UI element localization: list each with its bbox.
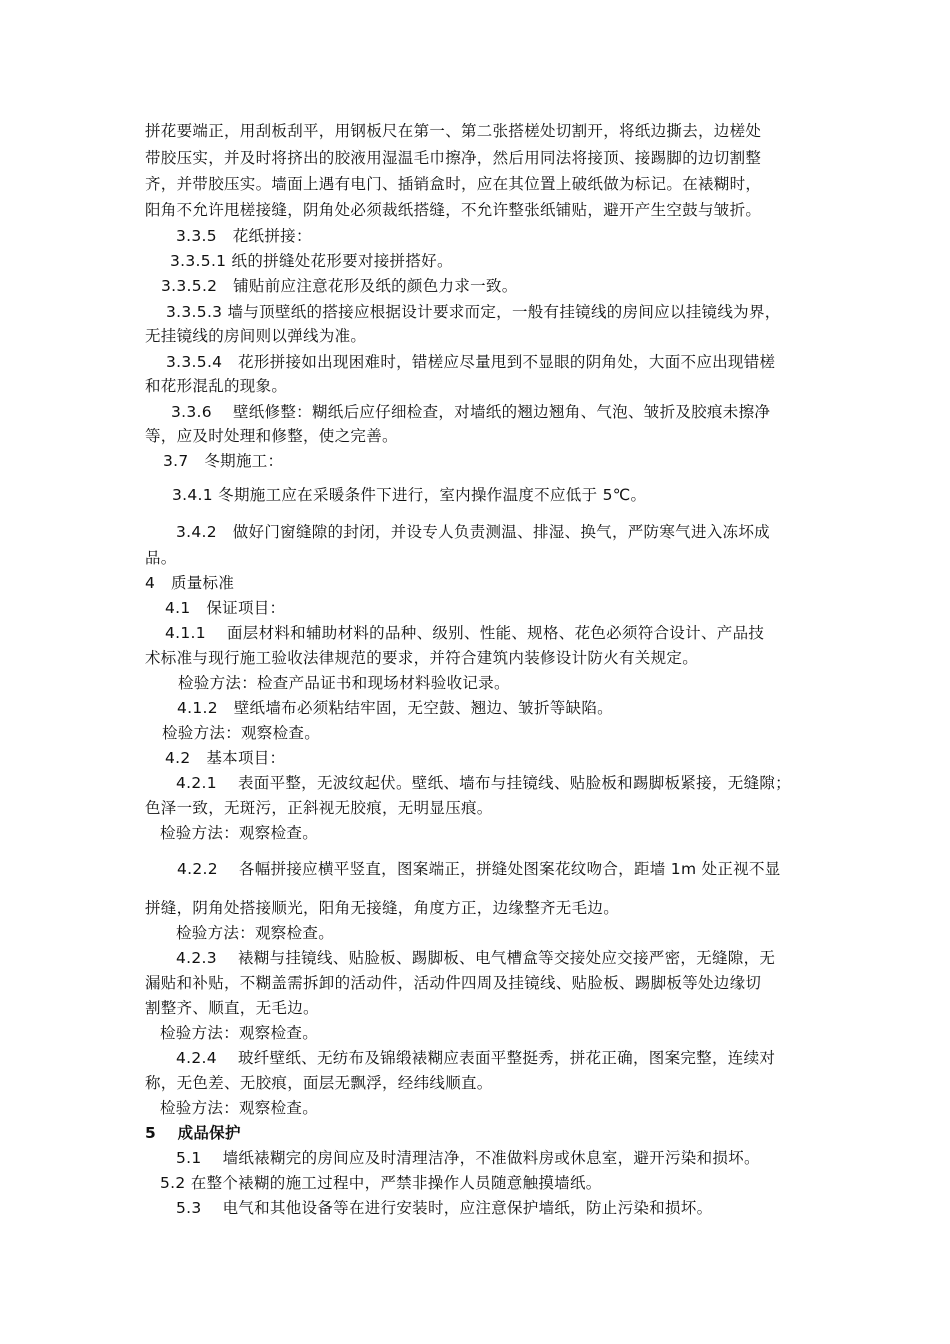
paragraph-line: 漏贴和补贴，不糊盖需拆卸的活动件，活动件四周及挂镜线、贴脸板、踢脚板等处边缘切	[145, 974, 762, 992]
paragraph-line: 品。	[145, 549, 177, 567]
paragraph-line: 术标准与现行施工验收法律规范的要求，并符合建筑内装修设计防火有关规定。	[145, 649, 699, 667]
section-heading: 3.7 冬期施工：	[163, 452, 284, 470]
paragraph-line: 4.1.2 壁纸墙布必须粘结牢固，无空鼓、翘边、皱折等缺陷。	[177, 699, 613, 717]
section-heading: 4.1 保证项目：	[165, 599, 286, 617]
section-heading: 4.2 基本项目：	[165, 749, 286, 767]
paragraph-line: 3.3.6 壁纸修整：糊纸后应仔细检查，对墙纸的翘边翘角、气泡、皱折及胶痕未擦净	[171, 403, 771, 421]
paragraph-line: 等，应及时处理和修整，使之完善。	[145, 427, 398, 445]
chapter-heading: 5 成品保护	[145, 1124, 241, 1142]
paragraph-line: 4.2.3 裱糊与挂镜线、贴脸板、踢脚板、电气槽盒等交接处应交接严密，无缝隙，无	[176, 949, 776, 967]
paragraph-line: 5.3 电气和其他设备等在进行安装时，应注意保护墙纸，防止污染和损坏。	[176, 1199, 713, 1217]
paragraph-line: 无挂镜线的房间则以弹线为准。	[145, 327, 367, 345]
paragraph-line: 拼花要端正，用刮板刮平，用钢板尺在第一、第二张搭槎处切割开，将纸边撕去，边槎处	[145, 122, 762, 140]
paragraph-line: 3.3.5.3 墙与顶壁纸的搭接应根据设计要求而定，一般有挂镜线的房间应以挂镜线为界，	[166, 303, 781, 321]
paragraph-line: 割整齐、顺直，无毛边。	[145, 999, 319, 1017]
inspection-method: 检验方法：检查产品证书和现场材料验收记录。	[178, 674, 510, 692]
paragraph-line: 拼缝，阴角处搭接顺光，阳角无接缝，角度方正，边缘整齐无毛边。	[145, 899, 620, 917]
paragraph-line: 齐，并带胶压实。墙面上遇有电门、插销盒时，应在其位置上破纸做为标记。在裱糊时，	[145, 175, 762, 193]
section-heading: 3.3.5 花纸拼接：	[176, 227, 312, 245]
chapter-heading: 4 质量标准	[145, 574, 235, 592]
paragraph-line: 5.1 墙纸裱糊完的房间应及时清理洁净，不准做料房或休息室，避开污染和损坏。	[176, 1149, 760, 1167]
inspection-method: 检验方法：观察检查。	[176, 924, 335, 942]
inspection-method: 检验方法：观察检查。	[160, 1024, 319, 1042]
paragraph-line: 3.4.2 做好门窗缝隙的封闭，并设专人负责测温、排湿、换气，严防寒气进入冻坏成	[176, 523, 770, 541]
paragraph-line: 色泽一致，无斑污，正斜视无胶痕，无明显压痕。	[145, 799, 493, 817]
paragraph-line: 3.4.1 冬期施工应在采暖条件下进行，室内操作温度不应低于 5℃。	[172, 486, 647, 504]
inspection-method: 检验方法：观察检查。	[160, 824, 319, 842]
paragraph-line: 阳角不允许甩槎接缝，阴角处必须裁纸搭缝，不允许整张纸铺贴，避开产生空鼓与皱折。	[145, 201, 762, 219]
paragraph-line: 4.2.2 各幅拼接应横平竖直，图案端正，拼缝处图案花纹吻合，距墙 1m 处正视不显	[177, 860, 781, 878]
paragraph-line: 3.3.5.4 花形拼接如出现困难时，错槎应尽量甩到不显眼的阴角处，大面不应出现错槎	[166, 353, 776, 371]
inspection-method: 检验方法：观察检查。	[160, 1099, 319, 1117]
paragraph-line: 称，无色差、无胶痕，面层无飘浮，经纬线顺直。	[145, 1074, 493, 1092]
inspection-method: 检验方法：观察检查。	[162, 724, 321, 742]
paragraph-line: 5.2 在整个裱糊的施工过程中，严禁非操作人员随意触摸墙纸。	[160, 1174, 602, 1192]
paragraph-line: 4.2.4 玻纤壁纸、无纺布及锦缎裱糊应表面平整挺秀，拼花正确，图案完整，连续对	[176, 1049, 776, 1067]
paragraph-line: 3.3.5.1 纸的拼缝处花形要对接拼搭好。	[170, 252, 453, 270]
paragraph-line: 4.2.1 表面平整，无波纹起伏。壁纸、墙布与挂镜线、贴脸板和踢脚板紧接，无缝隙；	[176, 774, 791, 792]
paragraph-line: 和花形混乱的现象。	[145, 377, 288, 395]
paragraph-line: 带胶压实，并及时将挤出的胶液用湿温毛巾擦净，然后用同法将接顶、接踢脚的边切割整	[145, 149, 762, 167]
paragraph-line: 3.3.5.2 铺贴前应注意花形及纸的颜色力求一致。	[161, 277, 518, 295]
paragraph-line: 4.1.1 面层材料和辅助材料的品种、级别、性能、规格、花色必须符合设计、产品技	[165, 624, 765, 642]
